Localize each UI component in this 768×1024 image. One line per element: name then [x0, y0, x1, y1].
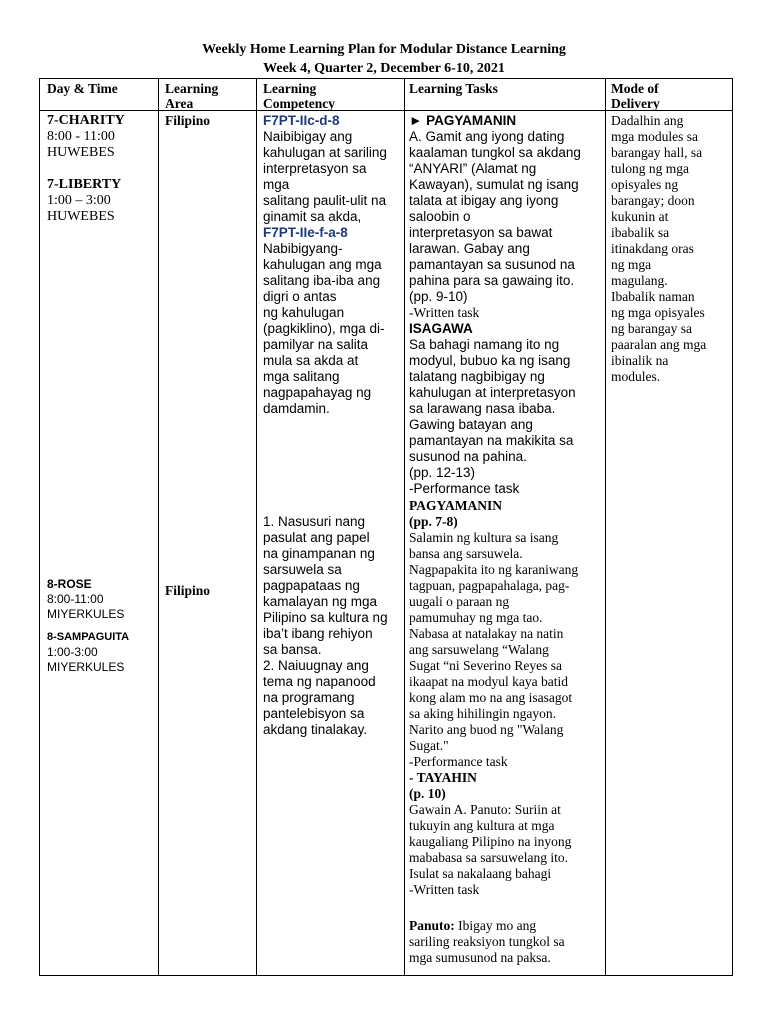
- section-day: MIYERKULES: [47, 660, 125, 674]
- competency-text: salitang iba-iba ang: [263, 273, 381, 288]
- section-time: 8:00 - 11:00: [47, 129, 115, 144]
- column-divider: [605, 79, 606, 975]
- section-name: 8-ROSE: [47, 577, 92, 591]
- task-text: interpretasyon sa bawat: [409, 225, 553, 240]
- competency-text: kahulugan ang mga: [263, 257, 382, 272]
- task-text: sariling reaksiyon tungkol sa: [409, 934, 565, 949]
- mode-of-delivery-cell: [611, 113, 733, 385]
- task-text: kaugaliang Pilipino na inyong: [409, 834, 572, 849]
- task-text: kahulugan at interpretasyon: [409, 385, 576, 400]
- task-text: A. Gamit ang iyong dating: [409, 129, 565, 144]
- competency-cell-row1: [263, 113, 403, 417]
- task-text: saloobin o: [409, 209, 471, 224]
- task-text: mababasa sa sarsuwelang ito.: [409, 850, 568, 865]
- panuto-line: [409, 918, 605, 934]
- competency-text: salitang paulit-ulit na: [263, 193, 387, 208]
- competency-text: 2. Naiuugnay ang: [263, 658, 369, 673]
- competency-text: digri o antas: [263, 289, 337, 304]
- competency-text: Naibibigay ang: [263, 129, 353, 144]
- competency-text: na ginampanan ng: [263, 546, 375, 561]
- competency-text: akdang tinalakay.: [263, 722, 368, 737]
- column-divider: [404, 79, 405, 975]
- competency-text: na programang: [263, 690, 355, 705]
- task-text: Sugat “ni Severino Reyes sa: [409, 658, 562, 673]
- learning-plan-table: [39, 78, 733, 976]
- mode-text: ng mga: [611, 257, 652, 272]
- competency-text: sarsuwela sa: [263, 562, 342, 577]
- document-title: Weekly Home Learning Plan for Modular Distance Learning: [202, 42, 566, 57]
- competency-text: mga: [263, 177, 290, 192]
- task-text: Gawing batayan ang: [409, 417, 533, 432]
- tasks-cell-row1: [409, 113, 605, 497]
- task-text: sa aking hihilingin ngayon.: [409, 706, 556, 721]
- task-text: Nagpapakita ito ng karaniwang: [409, 562, 579, 577]
- panuto-text: Ibigay mo ang: [454, 918, 537, 933]
- task-text: Sugat.": [409, 738, 449, 753]
- competency-text: nagpapahayag ng: [263, 385, 372, 400]
- task-text: pamantayan sa susunod na: [409, 257, 575, 272]
- task-text: Kawayan), sumulat ng isang: [409, 177, 579, 192]
- mode-text: paaralan ang mga: [611, 337, 707, 352]
- competency-text: Pilipino sa kultura ng: [263, 610, 388, 625]
- task-text: Gawain A. Panuto: Suriin at: [409, 802, 561, 817]
- day-time-cell-row2: [47, 577, 155, 675]
- day-time-cell-row1: [47, 113, 155, 225]
- competency-code: F7PT-IIe-f-a-8: [263, 225, 348, 240]
- competency-text: 1. Nasusuri nang: [263, 514, 366, 529]
- competency-text: Nabibigyang-: [263, 241, 343, 256]
- header-learning-competency: Learning Competency: [263, 81, 335, 111]
- task-text: pamantayan na makikita sa: [409, 433, 574, 448]
- task-text: susunod na pahina.: [409, 449, 527, 464]
- section-time: 1:00 – 3:00: [47, 193, 111, 208]
- task-text: mga sumusunod na paksa.: [409, 950, 551, 965]
- section-day: HUWEBES: [47, 145, 115, 160]
- task-text: “ANYARI” (Alamat ng: [409, 161, 537, 176]
- task-text: ang sarsuwelang “Walang: [409, 642, 549, 657]
- task-text: modyul, bubuo ka ng isang: [409, 353, 571, 368]
- task-heading: (pp. 7-8): [409, 514, 458, 529]
- task-text: pahina para sa gawaing ito.: [409, 273, 575, 288]
- learning-area-row1: Filipino: [165, 113, 211, 128]
- mode-text: magulang.: [611, 273, 668, 288]
- competency-text: (pagkiklino), mga di-: [263, 321, 385, 336]
- competency-text: ginamit sa akda,: [263, 209, 362, 224]
- tasks-cell-row2: [409, 498, 605, 966]
- learning-area-row2: Filipino: [165, 583, 211, 598]
- task-text: ikaapat na modyul kaya batid: [409, 674, 568, 689]
- mode-text: modules.: [611, 369, 661, 384]
- mode-text: ng mga opisyales: [611, 305, 705, 320]
- section-day: MIYERKULES: [47, 607, 125, 621]
- section-name: 7-LIBERTY: [47, 177, 122, 192]
- competency-text: pantelebisyon sa: [263, 706, 365, 721]
- task-text: talata at ibigay ang iyong: [409, 193, 559, 208]
- competency-text: iba’t ibang rehiyon: [263, 626, 373, 641]
- mode-text: tulong ng mga: [611, 161, 689, 176]
- section-day: HUWEBES: [47, 209, 115, 224]
- competency-text: tema ng napanood: [263, 674, 376, 689]
- column-divider: [256, 79, 257, 975]
- task-text: bansa ang sarsuwela.: [409, 546, 523, 561]
- competency-code: F7PT-IIc-d-8: [263, 113, 340, 128]
- column-divider: [158, 79, 159, 975]
- mode-text: kukunin at: [611, 209, 669, 224]
- competency-text: kamalayan ng mga: [263, 594, 378, 609]
- task-text: Salamin ng kultura sa isang: [409, 530, 559, 545]
- competency-cell-row2: [263, 514, 403, 738]
- competency-text: pagpapataas ng: [263, 578, 360, 593]
- section-time: 1:00-3:00: [47, 645, 98, 659]
- mode-text: Ibabalik naman: [611, 289, 695, 304]
- task-heading: PAGYAMANIN: [409, 498, 502, 513]
- section-name: 7-CHARITY: [47, 113, 125, 128]
- task-text: tukuyin ang kultura at mga: [409, 818, 555, 833]
- task-text: Nabasa at natalakay na natin: [409, 626, 564, 641]
- mode-text: ng barangay sa: [611, 321, 692, 336]
- task-text: pamumuhay ng mga tao.: [409, 610, 543, 625]
- task-text: tagpuan, pagpapahalaga, pag-: [409, 578, 570, 593]
- header-day-time: Day & Time: [47, 81, 118, 96]
- task-text: uugali o paraan ng: [409, 594, 510, 609]
- mode-text: opisyales ng: [611, 177, 679, 192]
- task-heading: ISAGAWA: [409, 321, 473, 336]
- mode-text: barangay hall, sa: [611, 145, 703, 160]
- competency-text: interpretasyon sa: [263, 161, 367, 176]
- mode-text: mga modules sa: [611, 129, 698, 144]
- task-text: kong alam mo na ang isasagot: [409, 690, 573, 705]
- task-text: talatang nagbibigay ng: [409, 369, 545, 384]
- task-text: larawan. Gabay ang: [409, 241, 530, 256]
- competency-text: sa bansa.: [263, 642, 322, 657]
- mode-text: itinakdang oras: [611, 241, 694, 256]
- task-text: Isulat sa nakalaang bahagi: [409, 866, 552, 881]
- task-text: -Performance task: [409, 754, 508, 769]
- competency-text: mga salitang: [263, 369, 340, 384]
- task-type: -Written task: [409, 305, 480, 320]
- task-text: Narito ang buod ng "Walang: [409, 722, 564, 737]
- competency-text: mula sa akda at: [263, 353, 359, 368]
- mode-text: ibabalik sa: [611, 225, 670, 240]
- task-text: (pp. 12-13): [409, 465, 476, 480]
- panuto-label: Panuto:: [409, 918, 455, 933]
- task-text: (pp. 9-10): [409, 289, 468, 304]
- task-text: -Performance task: [409, 481, 520, 496]
- task-text: Sa bahagi namang ito ng: [409, 337, 560, 352]
- document-subtitle: Week 4, Quarter 2, December 6-10, 2021: [263, 61, 505, 76]
- competency-text: ng kahulugan: [263, 305, 345, 320]
- mode-text: barangay; doon: [611, 193, 695, 208]
- mode-text: ibinalik na: [611, 353, 669, 368]
- header-learning-tasks: Learning Tasks: [409, 81, 498, 96]
- header-mode-of-delivery: Mode of Delivery: [611, 81, 660, 111]
- competency-text: pasulat ang papel: [263, 530, 370, 545]
- competency-text: kahulugan at sariling: [263, 145, 387, 160]
- section-name: 8-SAMPAGUITA: [47, 631, 130, 643]
- section-time: 8:00-11:00: [47, 592, 104, 606]
- task-text: -Written task: [409, 882, 480, 897]
- task-text: sa larawang nasa ibaba.: [409, 401, 556, 416]
- task-heading: - TAYAHIN: [409, 770, 477, 785]
- header-learning-area: Learning Area: [165, 81, 219, 111]
- task-heading: ► PAGYAMANIN: [409, 113, 517, 128]
- task-text: kaalaman tungkol sa akdang: [409, 145, 581, 160]
- competency-text: pamilyar na salita: [263, 337, 369, 352]
- mode-text: Dadalhin ang: [611, 113, 684, 128]
- competency-text: damdamin.: [263, 401, 330, 416]
- task-heading: (p. 10): [409, 786, 446, 801]
